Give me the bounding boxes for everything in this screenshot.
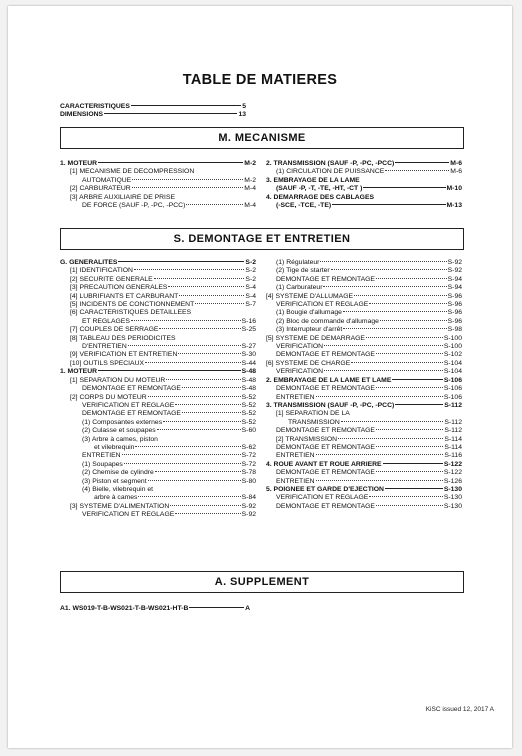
toc-entry: [266, 486, 462, 494]
toc-entry-label: [2] CARBURATEUR: [70, 185, 131, 193]
toc-leader: [320, 261, 446, 262]
toc-entry: [266, 402, 462, 410]
toc-entry: [266, 177, 462, 185]
toc-entry-label: DEMONTAGE ET REMONTAGE: [276, 275, 375, 283]
toc-entry-page: M-6: [450, 168, 462, 176]
toc-entry: [60, 194, 256, 202]
toc-entry-label: [5] INCIDENTS DE CONCTIONNEMENT: [70, 301, 195, 309]
toc-entry: [60, 202, 256, 210]
toc-entry-label: [1] IDENTIFICATION: [70, 267, 133, 275]
toc-entry-label: ENTRETIEN: [276, 452, 315, 460]
toc-entry-label: DEMONTAGE ET REMONTAGE: [82, 410, 181, 418]
toc-entry: [266, 318, 462, 326]
toc-leader: [323, 286, 446, 287]
toc-entry-page: S-130: [443, 485, 462, 493]
toc-entry-label: (1) Régulateur: [276, 259, 320, 266]
toc-entry-label: A1. WS019-T-B-WS021-T-B-WS021-HT-B: [60, 605, 189, 612]
toc-leader: [175, 513, 240, 514]
toc-leader: [163, 421, 241, 422]
toc-entry-page: S-2: [245, 259, 256, 266]
toc-entry: [60, 605, 250, 613]
toc-leader: [376, 471, 443, 472]
toc-entry: [266, 503, 462, 511]
toc-leader: [118, 261, 244, 262]
toc-entry: [60, 394, 256, 402]
toc-entry-page: S-94: [447, 275, 462, 283]
toc-entry-page: S-25: [241, 326, 256, 334]
toc-entry-page: M-10: [446, 185, 462, 193]
toc-entry-page: S-112: [444, 418, 462, 426]
toc-leader: [376, 505, 443, 506]
toc-entry: [266, 368, 462, 376]
toc-leader: [148, 396, 241, 397]
toc-entry-page: S-96: [447, 317, 462, 325]
toc-entry: [266, 394, 462, 402]
toc-entry-label: (1) CIRCULATION DE PUISSANCE: [276, 168, 385, 176]
toc-entry-label: 3. EMBRAYAGE DE LA LAME: [266, 176, 360, 184]
toc-leader: [385, 170, 449, 171]
toc-entry: [266, 385, 462, 393]
toc-entry-page: S-126: [443, 477, 462, 485]
toc-entry: [60, 427, 256, 435]
section-m-left-column: [60, 160, 256, 210]
toc-leader: [166, 379, 240, 380]
toc-entry: [60, 410, 256, 418]
toc-entry-page: S-112: [444, 427, 462, 435]
toc-entry-label: [3] SYSTEME D'ALIMENTATION: [70, 502, 170, 510]
toc-entry-label: DIMENSIONS: [60, 111, 104, 119]
toc-entry-label: (1) Bougie d'allumage: [276, 309, 342, 317]
toc-entry-page: S-7: [245, 301, 256, 309]
toc-entry-page: S-96: [447, 292, 462, 300]
toc-entry-label: [10] OUTILS SPECIAUX: [70, 359, 145, 367]
toc-entry-page: S-98: [447, 326, 462, 334]
toc-entry-page: S-72: [241, 460, 256, 468]
toc-entry: [60, 511, 256, 519]
toc-entry-label: [8] TABLEAU DES PERIODICITES: [70, 334, 176, 342]
toc-entry-label: ENTRETIEN: [82, 452, 121, 460]
toc-entry: [60, 103, 246, 111]
toc-entry-label: VERIFICATION ET REGLAGE: [82, 511, 175, 519]
toc-leader: [178, 353, 240, 354]
toc-entry: [60, 478, 256, 486]
toc-leader: [134, 269, 244, 270]
toc-entry: [60, 335, 256, 343]
toc-leader: [354, 295, 447, 296]
toc-entry-label: (2) Chemise de cylindre: [82, 469, 154, 477]
toc-entry: [266, 427, 462, 435]
toc-entry-label: G. GENERALITES: [60, 259, 118, 266]
toc-entry-page: S-52: [241, 410, 256, 418]
toc-leader: [376, 446, 443, 447]
toc-leader: [366, 337, 443, 338]
toc-entry: [60, 259, 256, 267]
toc-leader: [332, 204, 445, 205]
toc-entry-page: S-52: [241, 401, 256, 409]
toc-leader: [131, 105, 241, 106]
page-title: TABLE DE MATIERES: [182, 72, 338, 88]
section-s-left-column: [60, 259, 256, 520]
toc-entry-page: S-106: [443, 376, 462, 384]
toc-entry-label: DEMONTAGE ET REMONTAGE: [276, 469, 375, 477]
toc-entry: [266, 377, 462, 385]
toc-entry-page: A: [245, 605, 250, 612]
toc-entry: [266, 360, 462, 368]
toc-entry-label: 2. TRANSMISSION (SAUF -P, -PC, -PCC): [266, 160, 395, 167]
toc-entry-page: S-100: [443, 334, 462, 342]
toc-leader: [369, 303, 446, 304]
toc-leader: [351, 362, 443, 363]
toc-entry-page: S-96: [447, 309, 462, 317]
toc-entry: [266, 419, 462, 427]
toc-entry-label: DEMONTAGE ET REMONTAGE: [276, 427, 375, 435]
toc-entry-label: (3) Arbre à cames, piston: [82, 435, 158, 443]
toc-entry-page: S-92: [447, 267, 462, 275]
toc-leader: [369, 496, 443, 497]
toc-entry-label: [3] ARBRE AUXILIAIRE DE PRISE: [70, 193, 176, 201]
document-page: [8, 6, 512, 748]
toc-entry: [60, 343, 256, 351]
toc-entry: [266, 343, 462, 351]
toc-entry-page: S-102: [443, 351, 462, 359]
toc-leader: [170, 505, 240, 506]
toc-leader: [98, 162, 243, 163]
toc-leader: [385, 488, 443, 489]
toc-entry-label: [7] COUPLES DE SERRAGE: [70, 326, 159, 334]
toc-leader: [343, 311, 447, 312]
toc-entry-label: TRANSMISSION: [288, 418, 340, 426]
section-m-heading: M. MECANISME: [60, 127, 464, 149]
toc-entry-page: S-72: [241, 452, 256, 460]
toc-entry: [60, 377, 256, 385]
section-a-heading: A. SUPPLEMENT: [60, 571, 464, 593]
toc-leader: [341, 421, 444, 422]
toc-entry-label: [2] CORPS DU MOTEUR: [70, 393, 147, 401]
toc-entry-page: S-100: [443, 343, 462, 351]
toc-entry-label: VERIFICATION ET REGLAGE: [276, 494, 369, 502]
toc-entry-page: S-27: [241, 343, 256, 351]
toc-entry-page: S-84: [241, 494, 256, 502]
toc-entry-label: 3. TRANSMISSION (SAUF -P, -PC, -PCC): [266, 401, 395, 409]
toc-entry: [266, 478, 462, 486]
toc-entry-label: DEMONTAGE ET REMONTAGE: [276, 502, 375, 510]
section-s-right-column: [266, 259, 462, 511]
toc-leader: [195, 303, 244, 304]
toc-entry-page: M-6: [450, 160, 462, 167]
toc-entry-label: DEMONTAGE ET REMONTAGE: [82, 385, 181, 393]
toc-entry-page: S-114: [444, 435, 462, 443]
toc-leader: [182, 387, 241, 388]
toc-entry-page: S-48: [241, 385, 256, 393]
toc-entry-page: S-122: [443, 469, 462, 477]
toc-entry: [60, 168, 256, 176]
toc-entry-label: (1) Carburateur: [276, 284, 323, 292]
toc-entry: [266, 469, 462, 477]
toc-entry-label: [4] SYSTEME D'ALLUMAGE: [266, 292, 354, 300]
toc-leader: [98, 370, 241, 371]
toc-leader: [159, 328, 240, 329]
toc-entry-page: S-130: [443, 502, 462, 510]
toc-leader: [168, 286, 244, 287]
toc-entry-label: 1. MOTEUR: [60, 160, 98, 167]
toc-entry-page: S-122: [443, 460, 462, 468]
toc-entry-label: 5. POIGNEE ET GARDE D'EJECTION: [266, 485, 384, 493]
toc-leader: [363, 187, 445, 188]
toc-entry-page: S-96: [447, 301, 462, 309]
toc-entry-label: (3) Piston et segment: [82, 477, 147, 485]
toc-leader: [189, 607, 244, 608]
toc-entry-label: (-SCE, -TCE, -TE): [276, 202, 332, 210]
toc-entry: [266, 259, 462, 267]
toc-entry-page: S-16: [241, 317, 256, 325]
toc-entry-label: VERIFICATION: [276, 368, 324, 376]
toc-entry-page: S-114: [444, 443, 462, 451]
toc-entry-page: M-2: [244, 176, 256, 184]
toc-leader: [132, 179, 243, 180]
toc-leader: [331, 269, 447, 270]
toc-leader: [376, 387, 443, 388]
toc-entry-page: S-104: [443, 359, 462, 367]
toc-entry: [266, 335, 462, 343]
toc-entry-label: (1) Soupapes: [82, 460, 123, 468]
toc-entry: [266, 160, 462, 168]
toc-entry-label: (2) Tige de starter: [276, 267, 330, 275]
toc-leader: [122, 454, 241, 455]
toc-leader: [175, 404, 240, 405]
toc-entry: [60, 318, 256, 326]
toc-entry-label: [1] SEPARATION DE LA: [276, 410, 350, 418]
toc-entry: [266, 185, 462, 193]
toc-entry: [266, 284, 462, 292]
toc-entry-page: S-106: [443, 385, 462, 393]
toc-entry-page: S-78: [241, 469, 256, 477]
toc-entry: [266, 202, 462, 210]
toc-entry: [60, 351, 256, 359]
toc-leader: [376, 278, 447, 279]
toc-entry: [266, 410, 462, 418]
toc-entry: [266, 309, 462, 317]
toc-entry-label: DE FORCE (SAUF -P, -PC, -PCC): [82, 202, 186, 210]
toc-entry-label: [6] CARACTERISTIQUES DETAILLEES: [70, 309, 192, 317]
toc-entry-page: S-94: [447, 284, 462, 292]
toc-entry-page: S-92: [241, 502, 256, 510]
toc-entry-page: 5: [242, 103, 246, 110]
toc-leader: [148, 480, 241, 481]
toc-entry-page: S-130: [443, 494, 462, 502]
toc-entry: [60, 368, 256, 376]
toc-leader: [155, 471, 241, 472]
toc-leader: [395, 404, 443, 405]
toc-entry-page: S-104: [443, 368, 462, 376]
toc-leader: [124, 463, 241, 464]
toc-entry-label: D'ENTRETIEN: [82, 343, 127, 351]
toc-entry: [60, 486, 256, 494]
toc-entry-page: S-80: [241, 477, 256, 485]
toc-entry-label: [3] PRECAUTION GENERALES: [70, 284, 168, 292]
toc-entry-label: VERIFICATION: [276, 343, 324, 351]
toc-entry: [60, 503, 256, 511]
toc-entry: [60, 111, 246, 119]
toc-leader: [316, 454, 444, 455]
toc-entry: [266, 276, 462, 284]
toc-leader: [392, 379, 442, 380]
toc-entry-label: VERIFICATION ET REGLAGE: [82, 401, 175, 409]
toc-entry: [266, 293, 462, 301]
toc-entry-label: 4. ROUE AVANT ET ROUE ARRIERE: [266, 460, 382, 468]
toc-entry: [266, 452, 462, 460]
toc-entry-label: DEMONTAGE ET REMONTAGE: [276, 385, 375, 393]
toc-entry-page: S-44: [241, 359, 256, 367]
toc-entry-label: [2] TRANSMISSION: [276, 435, 338, 443]
toc-entry-page: S-92: [241, 511, 256, 519]
toc-entry-page: 13: [238, 111, 246, 119]
toc-leader: [380, 320, 447, 321]
toc-entry-label: [2] SECURITE GENERALE: [70, 275, 153, 283]
toc-entry: [266, 326, 462, 334]
toc-entry-page: S-4: [245, 292, 256, 300]
toc-entry: [60, 326, 256, 334]
toc-entry: [60, 419, 256, 427]
toc-entry: [60, 293, 256, 301]
toc-leader: [376, 353, 443, 354]
toc-entry-label: (2) Culasse et soupapes: [82, 427, 156, 435]
toc-leader: [138, 496, 240, 497]
toc-leader: [104, 113, 237, 114]
toc-leader: [338, 438, 443, 439]
toc-leader: [157, 429, 241, 430]
toc-entry-page: S-106: [443, 393, 462, 401]
toc-entry: [60, 452, 256, 460]
toc-leader: [316, 480, 443, 481]
toc-entry-page: M-2: [244, 160, 256, 167]
toc-entry-page: S-2: [245, 267, 256, 275]
toc-entry: [266, 267, 462, 275]
toc-entry-label: CARACTERISTIQUES: [60, 103, 130, 110]
top-entries: [60, 103, 246, 120]
toc-leader: [324, 345, 443, 346]
toc-entry-label: ENTRETIEN: [276, 477, 315, 485]
toc-entry-page: S-30: [241, 351, 256, 359]
toc-entry-label: [5] SYSTEME DE DEMARRAGE: [266, 334, 365, 342]
section-a-entries: [60, 605, 250, 613]
toc-entry-label: 1. MOTEUR: [60, 368, 98, 376]
toc-entry: [266, 194, 462, 202]
toc-entry: [60, 461, 256, 469]
toc-entry-label: 2. EMBRAYAGE DE LA LAME ET LAME: [266, 376, 392, 384]
toc-leader: [135, 446, 240, 447]
toc-entry-label: [1] SEPARATION DU MOTEUR: [70, 376, 166, 384]
toc-entry-label: [9] VERIFICATION ET ENTRETIEN: [70, 351, 178, 359]
toc-entry-page: S-52: [241, 393, 256, 401]
toc-entry-label: arbre à cames: [94, 494, 138, 502]
toc-entry-label: [4] LUBRIFIANTS ET CARBURANT: [70, 292, 179, 300]
toc-entry: [60, 160, 256, 168]
toc-entry-page: S-116: [444, 452, 462, 460]
toc-entry: [60, 276, 256, 284]
toc-entry-page: S-4: [245, 284, 256, 292]
toc-entry-page: S-52: [241, 418, 256, 426]
toc-entry: [60, 436, 256, 444]
toc-entry-label: 4. DEMARRAGE DES CABLAGES: [266, 193, 375, 201]
toc-entry-label: AUTOMATIQUE: [82, 176, 132, 184]
toc-leader: [131, 320, 241, 321]
toc-entry-page: M-4: [244, 185, 256, 193]
toc-entry-label: DEMONTAGE ET REMONTAGE: [276, 351, 375, 359]
toc-leader: [186, 204, 243, 205]
toc-leader: [154, 278, 245, 279]
toc-entry: [60, 267, 256, 275]
toc-entry-page: S-48: [241, 376, 256, 384]
toc-entry-label: (4) Bielle, vilebrequin et: [82, 485, 154, 493]
toc-entry-page: M-13: [446, 202, 462, 210]
toc-leader: [343, 328, 446, 329]
toc-entry: [60, 284, 256, 292]
issue-note: KiSC issued 12, 2017 A: [425, 706, 494, 713]
toc-entry: [60, 177, 256, 185]
toc-entry: [266, 461, 462, 469]
toc-entry: [266, 444, 462, 452]
toc-entry: [266, 301, 462, 309]
toc-entry: [60, 360, 256, 368]
toc-entry: [266, 168, 462, 176]
toc-leader: [383, 463, 443, 464]
toc-leader: [182, 412, 241, 413]
toc-entry: [60, 444, 256, 452]
toc-entry-label: (3) Interrupteur d'arrêt: [276, 326, 343, 334]
toc-entry: [60, 309, 256, 317]
toc-entry-label: ENTRETIEN: [276, 393, 315, 401]
toc-entry-label: ET REGLAGES: [82, 317, 130, 325]
toc-leader: [376, 429, 443, 430]
toc-entry: [60, 385, 256, 393]
toc-entry-page: M-4: [244, 202, 256, 210]
toc-entry-label: (2) Bloc de commande d'allumage: [276, 317, 379, 325]
section-s-heading: S. DEMONTAGE ET ENTRETIEN: [60, 228, 464, 250]
toc-entry-page: S-60: [241, 427, 256, 435]
toc-entry-page: S-62: [241, 443, 256, 451]
toc-entry: [60, 402, 256, 410]
toc-entry-label: [1] MECANISME DE DECOMPRESSION: [70, 168, 195, 176]
toc-entry-page: S-112: [444, 401, 462, 409]
toc-entry-page: S-92: [447, 259, 462, 266]
toc-leader: [145, 362, 241, 363]
toc-entry: [60, 185, 256, 193]
toc-leader: [132, 187, 244, 188]
toc-entry: [60, 494, 256, 502]
toc-leader: [395, 162, 449, 163]
toc-entry-label: [6] SYSTEME DE CHARGE: [266, 359, 351, 367]
toc-entry: [266, 436, 462, 444]
toc-leader: [316, 396, 443, 397]
toc-entry-page: S-2: [245, 275, 256, 283]
toc-entry: [266, 494, 462, 502]
toc-entry-label: VERIFICATION ET REGLAGE: [276, 301, 369, 309]
toc-entry: [266, 351, 462, 359]
toc-entry-page: S-48: [241, 368, 256, 376]
toc-leader: [179, 295, 244, 296]
toc-leader: [324, 370, 443, 371]
toc-entry: [60, 469, 256, 477]
toc-entry-label: (SAUF -P, -T, -TE, -HT, -CT ): [276, 185, 363, 193]
toc-entry: [60, 301, 256, 309]
toc-entry-label: DEMONTAGE ET REMONTAGE: [276, 443, 375, 451]
section-m-right-column: [266, 160, 462, 210]
toc-entry-label: (1) Composantes externes: [82, 418, 163, 426]
toc-leader: [128, 345, 241, 346]
toc-entry-label: et vilebrequin: [94, 443, 135, 451]
